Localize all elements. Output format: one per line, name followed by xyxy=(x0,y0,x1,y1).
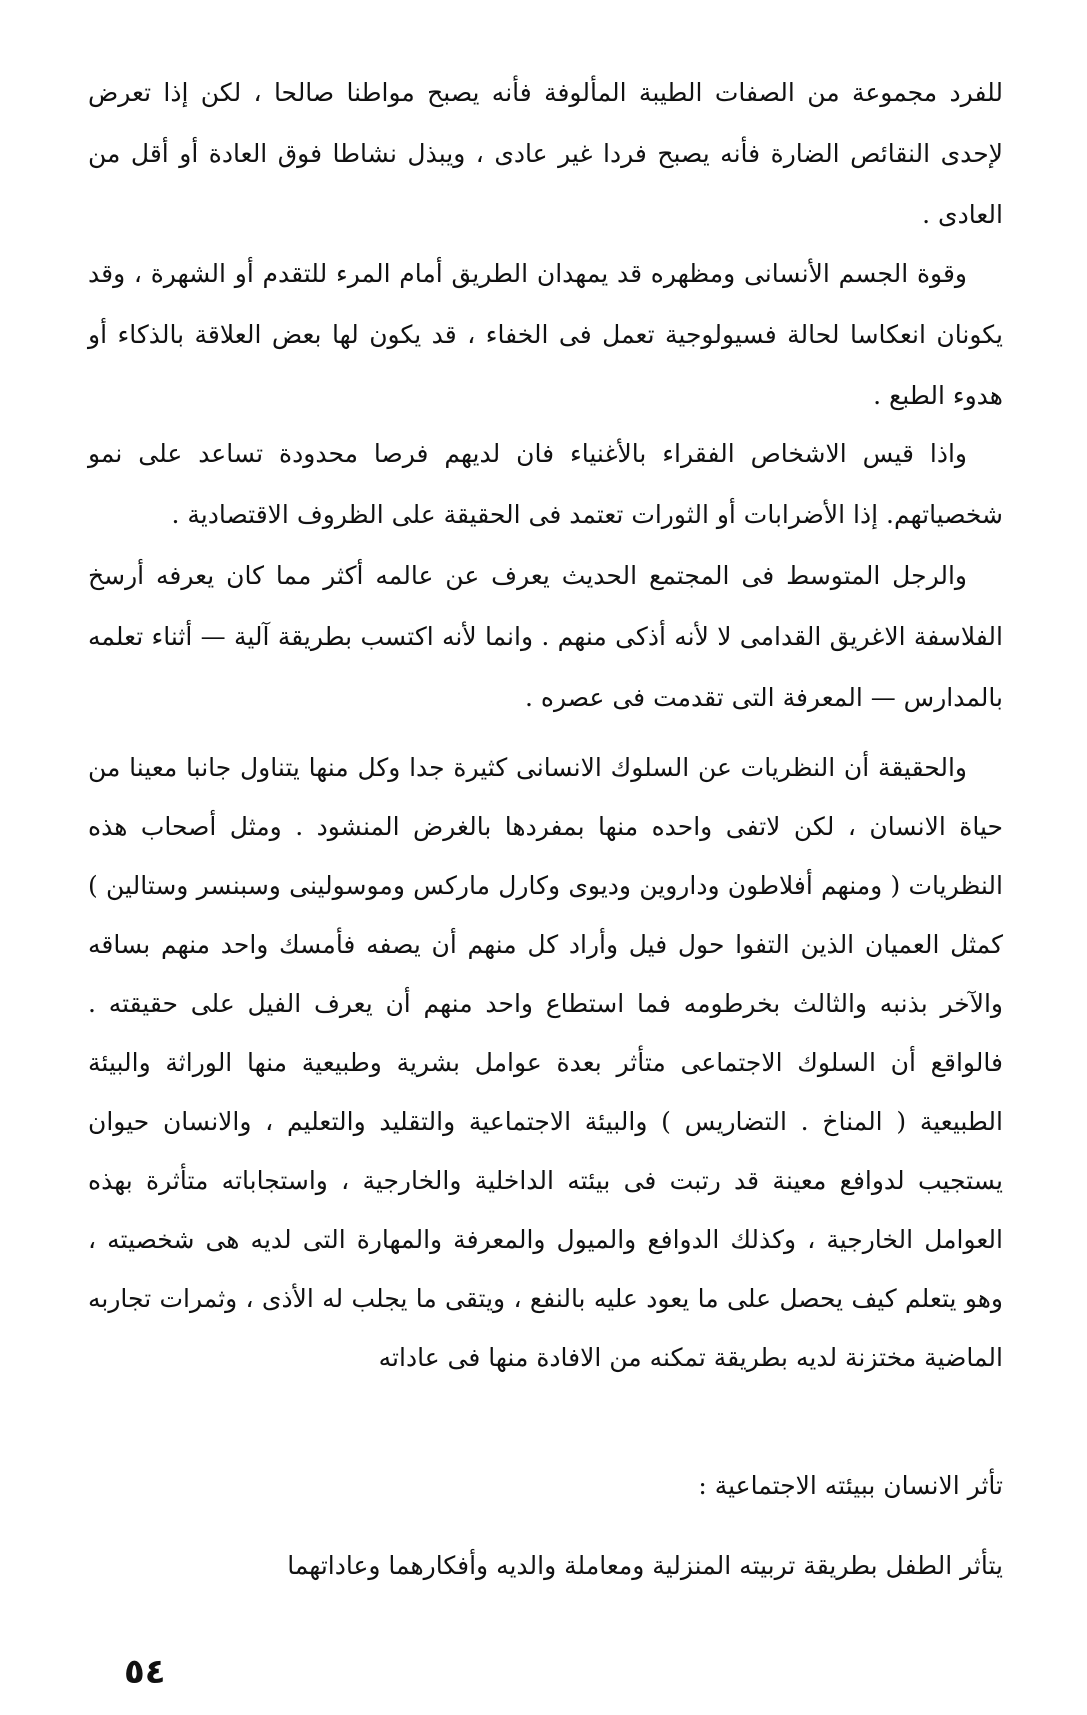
paragraph-1: للفرد مجموعة من الصفات الطيبة المألوفة فأنه يصبح مواطنا صالحا ، لكن إذا تعرض لإحدى النقائص الضارة فأنه يصبح فردا غير عادى ، ويبذل نشاطا فوق العادة أو أقل من العادى . xyxy=(88,78,1003,229)
paragraph-6: يتأثر الطفل بطريقة تربيته المنزلية ومعاملة والديه وأفكارهما وعاداتهما xyxy=(287,1551,1003,1580)
paragraph-3: واذا قيس الاشخاص الفقراء بالأغنياء فان لديهم فرصا محدودة تساعد على نمو شخصياتهم. إذا الأضرابات أو الثورات تعتمد فى الحقيقة على الظروف الاقتصادية . xyxy=(88,439,1003,529)
paragraph-4: والرجل المتوسط فى المجتمع الحديث يعرف عن عالمه أكثر مما كان يعرفه أرسخ الفلاسفة الاغريق القدامى لا لأنه أذكى منهم . وانما لأنه اكتسب بطريقة آلية — أثناء تعلمه بالمدارس — المعرفة التى تقدمت فى عصره . xyxy=(88,561,1003,712)
paragraph-2: وقوة الجسم الأنسانى ومظهره قد يمهدان الطريق أمام المرء للتقدم أو الشهرة ، وقد يكونان انعكاسا لحالة فسيولوجية تعمل فى الخفاء ، قد يكون لها بعض العلاقة بالذكاء أو هدوء الطبع . xyxy=(88,259,1003,410)
page-number: ٥٤ xyxy=(124,1652,166,1692)
paragraph-5: والحقيقة أن النظريات عن السلوك الانسانى كثيرة جدا وكل منها يتناول جانبا معينا من حياة الانسان ، لكن لاتفى واحده منها بمفردها بالغرض المنشود . ومثل أصحاب هذه النظريات ( ومنهم أفلاطون وداروين وديوى وكارل ماركس وموسولينى وسبنسر وستالين ) كمثل العميان الذين التفوا حول فيل وأراد كل منهم أن يصفه فأمسك واحد منهم بساقه والآخر بذنبه والثالث بخرطومه فما استطاع واحد منهم أن يعرف الفيل على حقيقته . فالواقع أن السلوك الاجتماعى متأثر بعدة عوامل بشرية وطبيعية منها الوراثة والبيئة الطبيعية ( المناخ . التضاريس ) والبيئة الاجتماعية والتقليد والتعليم ، والانسان حيوان يستجيب لدوافع معينة قد رتبت فى بيئته الداخلية والخارجية ، واستجاباته متأثرة بهذه العوامل الخارجية ، وكذلك الدوافع والميول والمعرفة والمهارة التى لديه هى شخصيته ، وهو يتعلم كيف يحصل على ما يعود عليه بالنفع ، ويتقى ما يجلب له الأذى ، وثمرات تجاربه الماضية مختزنة لديه بطريقة تمكنه من الافادة منها فى عاداته xyxy=(88,753,1003,1372)
section-heading: تأثر الانسان ببيئته الاجتماعية : xyxy=(698,1471,1003,1500)
